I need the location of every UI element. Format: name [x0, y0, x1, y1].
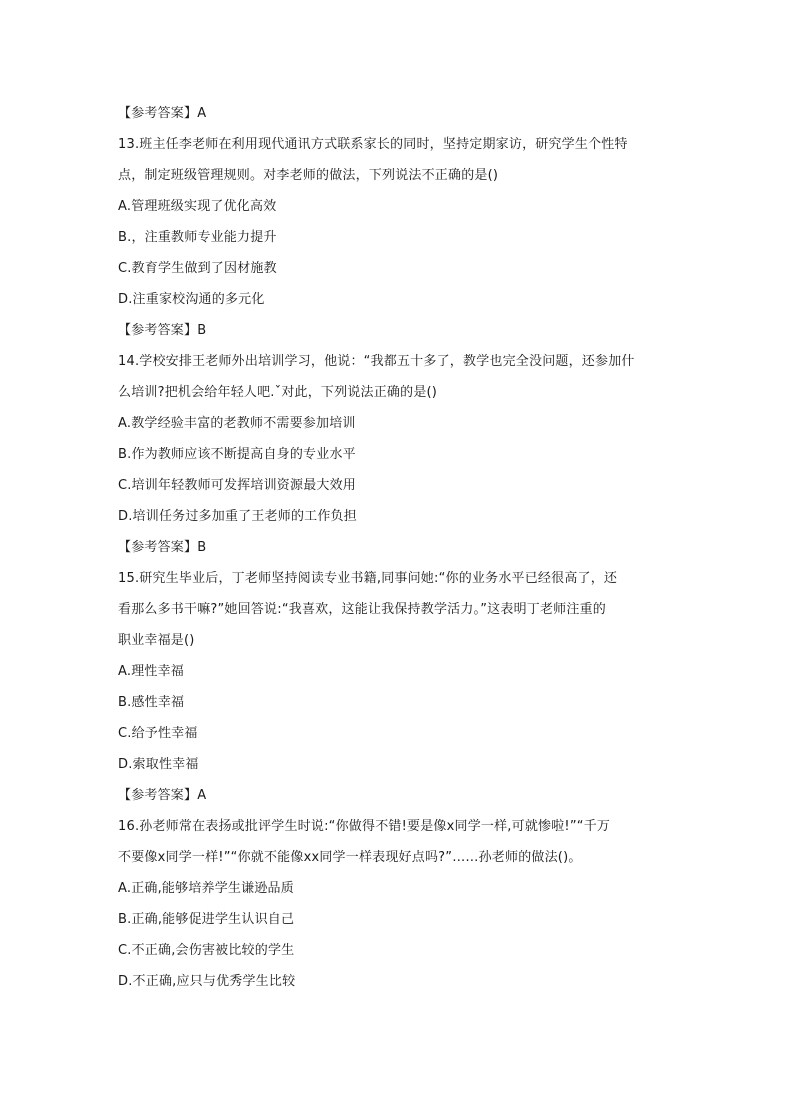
question-13-line-1: 13.班主任李老师在利用现代通讯方式联系家长的同时，坚持定期家访，研究学生个性特: [118, 137, 628, 152]
question-13-option-d: D.注重家校沟通的多元化: [118, 292, 265, 307]
document-page: [118, 98, 678, 997]
question-14-option-c: C.培训年轻教师可发挥培训资源最大效用: [118, 478, 357, 493]
question-16-option-c: C.不正确,会伤害被比较的学生: [118, 943, 295, 958]
question-15-option-c: C.给予性幸福: [118, 726, 198, 741]
reference-answer: 【参考答案】A: [118, 788, 207, 803]
question-14-option-a: A.教学经验丰富的老教师不需要参加培训: [118, 416, 356, 431]
question-16-line-1: 16.孙老师常在表扬或批评学生时说:“你做得不错!要是像x同学一样,可就惨啦!”“千万: [118, 819, 611, 834]
question-15-line-3: 职业幸福是(): [118, 633, 195, 648]
question-13-line-2: 点，制定班级管理规则。对李老师的做法，下列说法不正确的是(): [118, 168, 499, 183]
question-14-line-1: 14.学校安排王老师外出培训学习，他说：“我都五十多了，教学也完全没问题，还参加什: [118, 354, 635, 369]
question-15-line-2: 看那么多书干嘛?”她回答说:“我喜欢，这能让我保持教学活力。”这表明丁老师注重的: [118, 602, 606, 617]
reference-answer: 【参考答案】B: [118, 323, 207, 338]
question-15-option-d: D.索取性幸福: [118, 757, 199, 772]
question-16-line-2: 不要像x同学一样!”“你就不能像xx同学一样表现好点吗?”……孙老师的做法()。: [118, 850, 582, 865]
question-16-option-a: A.正确,能够培养学生谦逊品质: [118, 881, 294, 896]
question-16-option-d: D.不正确,应只与优秀学生比较: [118, 974, 296, 989]
question-14-option-b: B.作为教师应该不断提高自身的专业水平: [118, 447, 356, 462]
question-14-option-d: D.培训任务过多加重了王老师的工作负担: [118, 509, 357, 524]
question-15-option-b: B.感性幸福: [118, 695, 185, 710]
reference-answer: 【参考答案】A: [118, 106, 207, 121]
question-14-line-2: 么培训?把机会给年轻人吧.ˇ对此，下列说法正确的是(): [118, 385, 438, 400]
question-15-option-a: A.理性幸福: [118, 664, 184, 679]
reference-answer: 【参考答案】B: [118, 540, 207, 555]
question-16-option-b: B.正确,能够促进学生认识自己: [118, 912, 295, 927]
question-15-line-1: 15.研究生毕业后，丁老师坚持阅读专业书籍,同事问她:“你的业务水平已经很高了，还: [118, 571, 618, 586]
question-13-option-c: C.教育学生做到了因材施教: [118, 261, 277, 276]
question-13-option-a: A.管理班级实现了优化高效: [118, 199, 277, 214]
question-13-option-b: B.，注重教师专业能力提升: [118, 230, 277, 245]
